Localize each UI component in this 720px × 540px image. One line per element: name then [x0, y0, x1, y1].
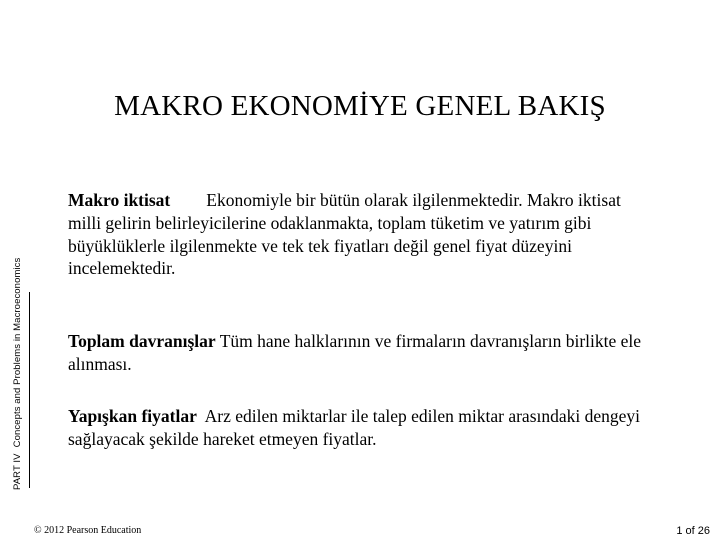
definition-block-makro-iktisat: [68, 189, 648, 280]
page-counter: 1 of 26: [676, 525, 710, 537]
definition-text: Arz edilen miktarlar ile talep edilen miktar arasındaki dengeyi sağlayacak şekilde hareket etmeyen fiyatlar.: [68, 406, 641, 449]
part-number: PART IV: [12, 453, 23, 490]
slide-title: MAKRO EKONOMİYE GENEL BAKIŞ: [114, 90, 606, 122]
side-divider: [29, 292, 30, 488]
definition-term: Makro iktisat: [68, 190, 171, 210]
copyright-footer: © 2012 Pearson Education: [34, 525, 142, 536]
definition-term: Yapışkan fiyatlar: [68, 406, 197, 426]
definition-block-toplam-davranislar: [68, 330, 648, 376]
part-side-label: [12, 258, 23, 490]
definition-text: Ekonomiyle bir bütün olarak ilgilenmektedir. Makro iktisat milli gelirin belirleyicilerine odaklanmakta, toplam tüketim ve yatırım gibi büyüklüklerle ilgilenmekte ve tek tek fiyatları değil genel fiyat düzeyini incelemektedir.: [68, 190, 621, 279]
definition-term: Toplam davranışlar: [68, 331, 216, 351]
definition-text: Tüm hane halklarının ve firmaların davranışların birlikte ele alınması.: [68, 331, 642, 374]
part-title: Concepts and Problems in Macroeconomics: [12, 257, 23, 448]
definition-block-yapiskan-fiyatlar: [68, 405, 648, 451]
